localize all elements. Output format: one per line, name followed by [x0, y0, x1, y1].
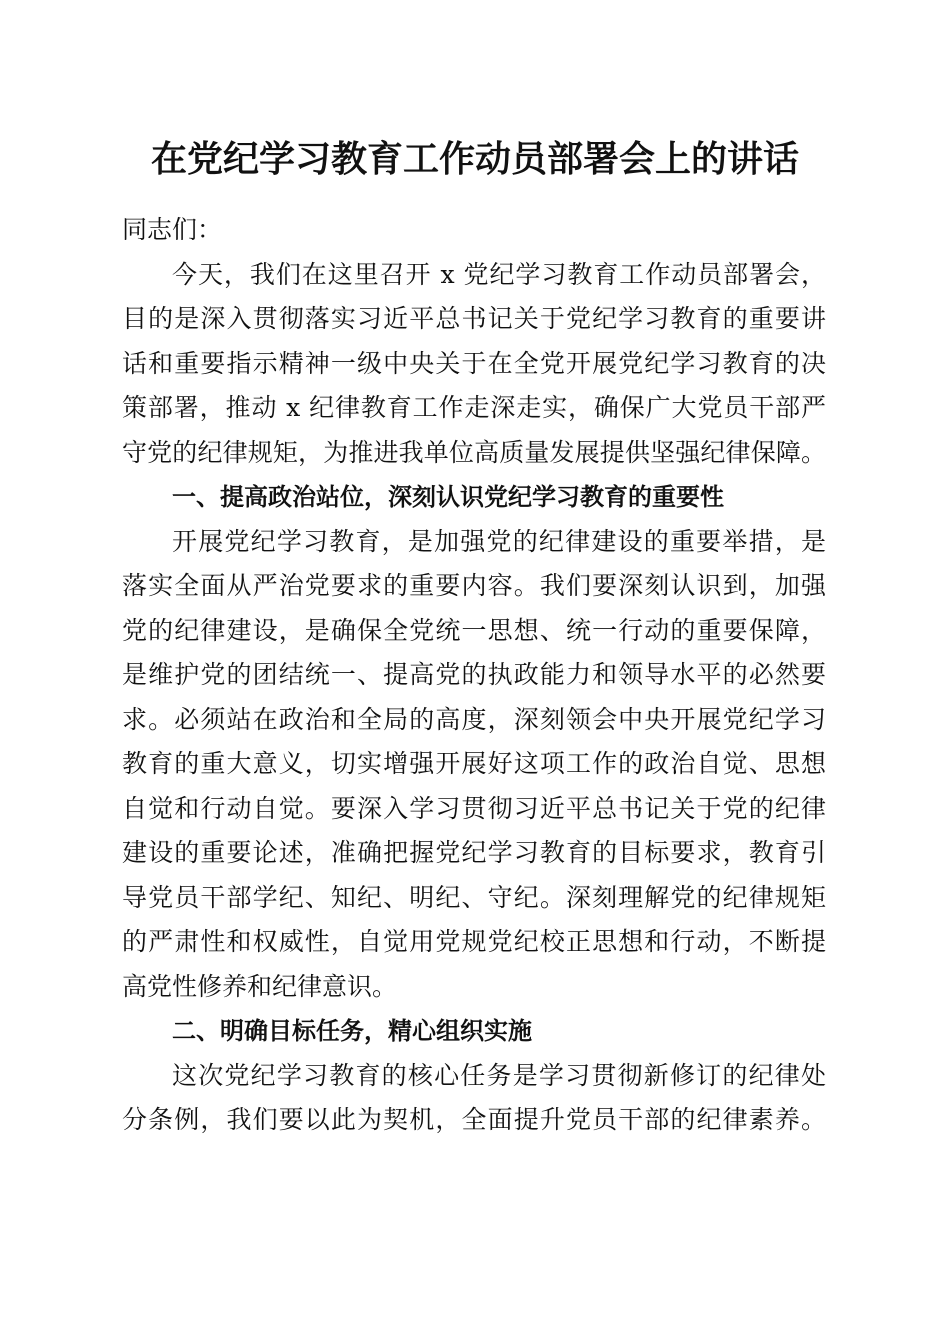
document-body	[122, 208, 826, 1143]
section1-line: 党的纪律建设，是确保全党统一思想、统一行动的重要保障，	[122, 615, 826, 645]
section1-line: 教育的重大意义，切实增强开展好这项工作的政治自觉、思想	[122, 749, 826, 778]
section1-line: 高党性修养和纪律意识。	[122, 971, 398, 1001]
section2-line: 这次党纪学习教育的核心任务是学习贯彻新修订的纪律处	[172, 1060, 826, 1090]
salutation: 同志们：	[122, 215, 223, 244]
section1-line: 导党员干部学纪、知纪、明纪、守纪。深刻理解党的纪律规矩	[122, 882, 826, 912]
section-heading-2: 二、明确目标任务，精心组织实施	[172, 1017, 532, 1045]
section1-line: 落实全面从严治党要求的重要内容。我们要深刻认识到，加强	[122, 571, 826, 600]
document-title: 在党纪学习教育工作动员部署会上的讲话	[150, 138, 799, 180]
section1-line: 自觉和行动自觉。要深入学习贯彻习近平总书记关于党的纪律	[122, 793, 826, 823]
intro-line: 话和重要指示精神一级中央关于在全党开展党纪学习教育的决	[122, 348, 826, 378]
section1-line: 是维护党的团结统一、提高党的执政能力和领导水平的必然要	[122, 660, 826, 689]
intro-line: 目的是深入贯彻落实习近平总书记关于党纪学习教育的重要讲	[122, 304, 826, 333]
section1-line: 的严肃性和权威性，自觉用党规党纪校正思想和行动，不断提	[122, 927, 826, 956]
section1-line: 开展党纪学习教育，是加强党的纪律建设的重要举措，是	[172, 526, 826, 556]
intro-line: 今天，我们在这里召开 x 党纪学习教育工作动员部署会，	[172, 259, 826, 289]
section1-line: 求。必须站在政治和全局的高度，深刻领会中央开展党纪学习	[122, 704, 826, 734]
section2-line: 分条例，我们要以此为契机，全面提升党员干部的纪律素养。	[122, 1105, 826, 1134]
intro-line: 策部署，推动 x 纪律教育工作走深走实，确保广大党员干部严	[122, 393, 826, 422]
section-heading-1: 一、提高政治站位，深刻认识党纪学习教育的重要性	[172, 483, 724, 511]
intro-line: 守党的纪律规矩，为推进我单位高质量发展提供坚强纪律保障。	[122, 437, 826, 467]
section1-line: 建设的重要论述，准确把握党纪学习教育的目标要求，教育引	[122, 838, 826, 867]
